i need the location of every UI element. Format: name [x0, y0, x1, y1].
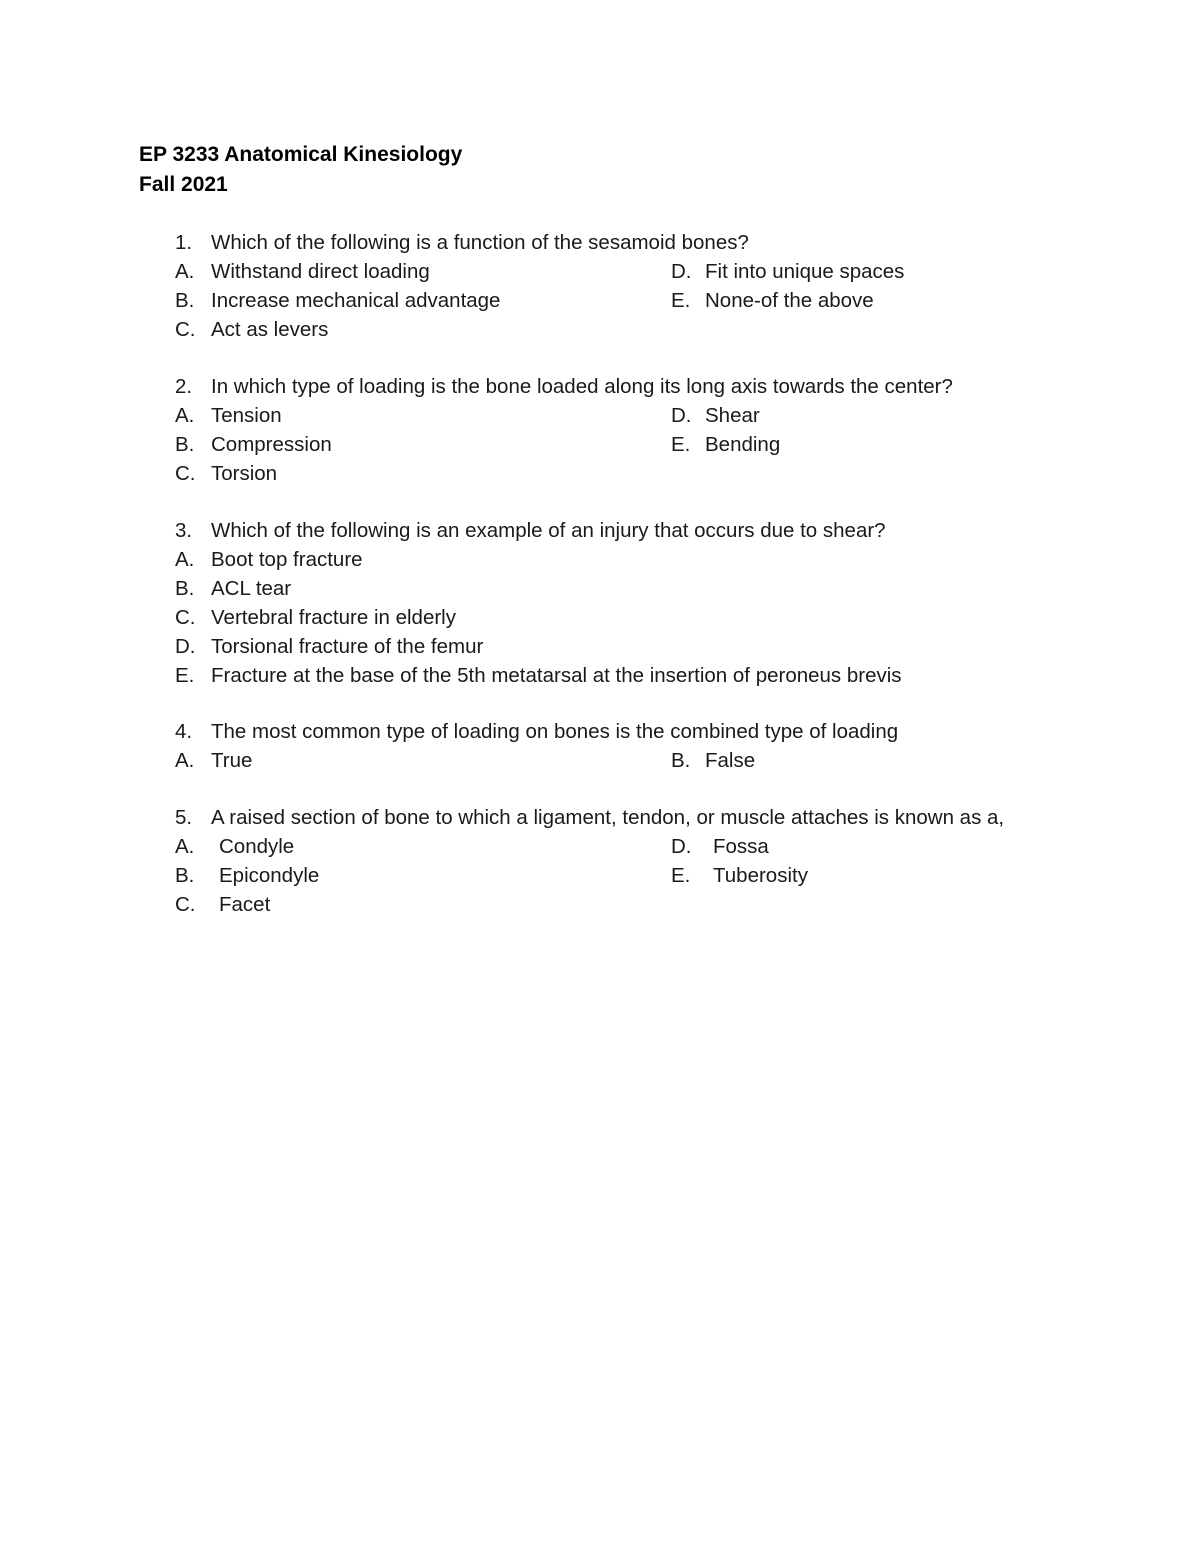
option-row — [175, 632, 1155, 661]
option-label: B. — [175, 289, 195, 312]
option-row — [175, 832, 1155, 861]
option-text: Vertebral fracture in elderly — [211, 606, 456, 629]
option-text: Withstand direct loading — [211, 260, 430, 283]
question-number: 5. — [175, 806, 193, 829]
option-text: Bending — [705, 433, 781, 456]
option-text: ACL tear — [211, 577, 292, 600]
option-label: D. — [671, 260, 692, 283]
question-2 — [175, 372, 1155, 488]
option-label: C. — [175, 893, 196, 916]
option-label: E. — [671, 433, 691, 456]
option-label: B. — [175, 864, 195, 887]
option-row — [175, 574, 1155, 603]
option-label: E. — [671, 864, 691, 887]
question-stem — [175, 228, 1155, 257]
option-label: E. — [671, 289, 691, 312]
option-label: B. — [175, 577, 195, 600]
option-label: A. — [175, 548, 195, 571]
option-text: Epicondyle — [219, 864, 320, 887]
question-text: Which of the following is an example of an injury that occurs due to shear? — [211, 519, 886, 542]
question-1 — [175, 228, 1155, 344]
question-number: 2. — [175, 375, 193, 398]
option-text: Shear — [705, 404, 760, 427]
option-label: D. — [671, 404, 692, 427]
option-text: True — [211, 749, 253, 772]
question-text: A raised section of bone to which a ligament, tendon, or muscle attaches is known as a, — [211, 806, 1005, 829]
option-text: Torsion — [211, 462, 278, 485]
question-stem — [175, 717, 1155, 746]
question-stem — [175, 803, 1155, 832]
option-row — [175, 257, 1155, 286]
course-title: EP 3233 Anatomical Kinesiology — [139, 143, 463, 166]
question-number: 4. — [175, 720, 193, 743]
option-text: Act as levers — [211, 318, 329, 341]
option-text: Condyle — [219, 835, 295, 858]
option-row — [175, 286, 1155, 315]
option-label: C. — [175, 606, 196, 629]
option-text: Fit into unique spaces — [705, 260, 905, 283]
option-label: A. — [175, 835, 195, 858]
question-5 — [175, 803, 1155, 919]
question-stem — [175, 372, 1155, 401]
option-row — [175, 890, 1155, 919]
option-label: A. — [175, 260, 195, 283]
question-number: 1. — [175, 231, 193, 254]
option-label: C. — [175, 462, 196, 485]
option-row — [175, 861, 1155, 890]
option-label: B. — [671, 749, 691, 772]
option-text: Fossa — [713, 835, 769, 858]
option-row — [175, 603, 1155, 632]
option-label: B. — [175, 433, 195, 456]
option-row — [175, 661, 1155, 690]
option-row — [175, 430, 1155, 459]
option-text: None-of the above — [705, 289, 874, 312]
option-label: A. — [175, 749, 195, 772]
document-header — [139, 140, 462, 200]
option-label: C. — [175, 318, 196, 341]
option-text: Boot top fracture — [211, 548, 363, 571]
question-stem — [175, 516, 1155, 545]
option-text: Compression — [211, 433, 332, 456]
option-row — [175, 401, 1155, 430]
option-label: E. — [175, 664, 195, 687]
option-text: False — [705, 749, 756, 772]
question-text: The most common type of loading on bones is the combined type of loading — [211, 720, 899, 743]
question-number: 3. — [175, 519, 193, 542]
option-text: Increase mechanical advantage — [211, 289, 501, 312]
question-3 — [175, 516, 1155, 690]
option-row — [175, 315, 1155, 344]
question-text: Which of the following is a function of the sesamoid bones? — [211, 231, 749, 254]
option-text: Tension — [211, 404, 282, 427]
option-label: D. — [175, 635, 196, 658]
term-label: Fall 2021 — [139, 173, 228, 196]
option-row — [175, 459, 1155, 488]
option-label: A. — [175, 404, 195, 427]
option-text: Tuberosity — [713, 864, 808, 887]
option-row — [175, 746, 1155, 775]
option-label: D. — [671, 835, 692, 858]
option-text: Fracture at the base of the 5th metatarsal at the insertion of peroneus brevis — [211, 664, 902, 687]
question-4 — [175, 717, 1155, 775]
option-row — [175, 545, 1155, 574]
question-text: In which type of loading is the bone loaded along its long axis towards the center? — [211, 375, 953, 398]
option-text: Facet — [219, 893, 271, 916]
option-text: Torsional fracture of the femur — [211, 635, 484, 658]
